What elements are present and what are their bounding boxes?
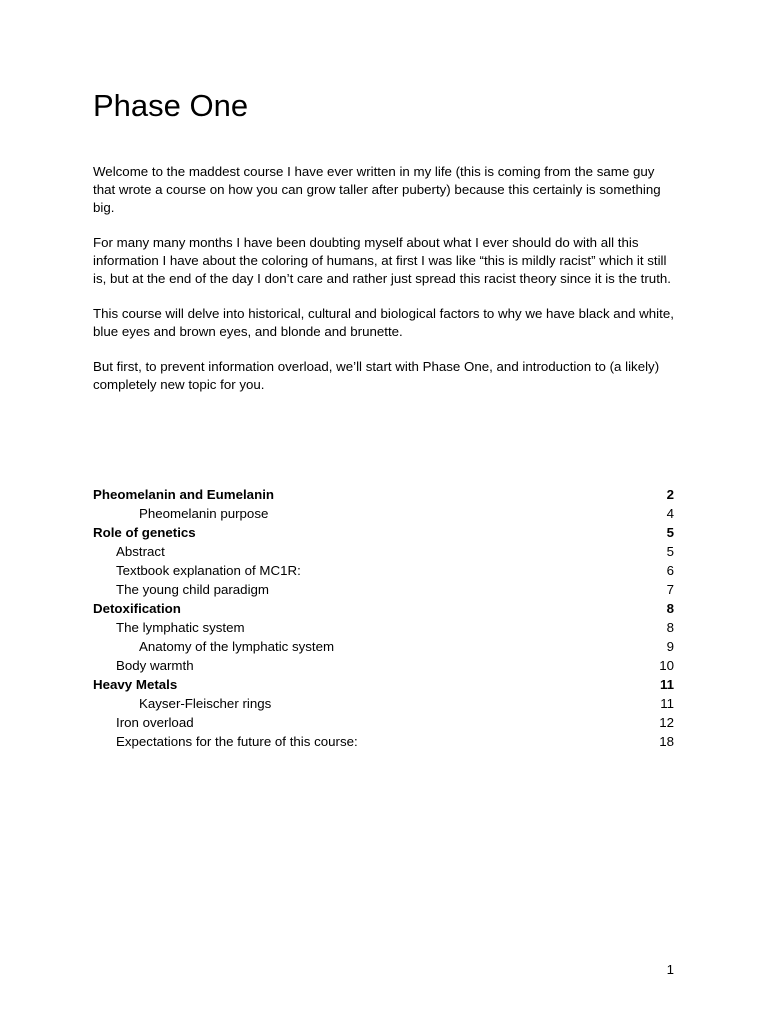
page-number: 1 <box>666 962 674 977</box>
toc-entry[interactable] <box>93 618 674 637</box>
intro-section <box>93 163 674 411</box>
toc-entry-page: 2 <box>666 487 674 502</box>
intro-paragraph: This course will delve into historical, cultural and biological factors to why we have black and white, blue eyes and brown eyes, and blonde and brunette. <box>93 306 674 339</box>
toc-entry-title: Iron overload <box>116 715 194 730</box>
toc-entry[interactable] <box>93 504 674 523</box>
toc-entry[interactable] <box>93 713 674 732</box>
toc-entry[interactable] <box>93 675 674 694</box>
toc-entry-page: 9 <box>666 639 674 654</box>
toc-entry[interactable] <box>93 561 674 580</box>
toc-entry-title: Detoxification <box>93 601 181 616</box>
toc-entry[interactable] <box>93 580 674 599</box>
toc-entry-title: Textbook explanation of MC1R: <box>116 563 301 578</box>
toc-entry[interactable] <box>93 485 674 504</box>
intro-paragraph: For many many months I have been doubting myself about what I ever should do with all this information I have about the coloring of humans, at first I was like “this is mildly racist” which it still is, but at the end of the day I don’t care and rather just spread this racist theory since it is the truth. <box>93 235 671 286</box>
toc-entry-title: Pheomelanin and Eumelanin <box>93 487 275 502</box>
toc-entry-title: Anatomy of the lymphatic system <box>139 639 335 654</box>
document-page <box>93 0 674 1024</box>
toc-entry-title: Role of genetics <box>93 525 196 540</box>
document-title: Phase One <box>93 88 249 123</box>
toc-entry-page: 10 <box>659 658 674 673</box>
toc-entry[interactable] <box>93 637 674 656</box>
toc-entry-page: 12 <box>659 715 674 730</box>
toc-entry-page: 4 <box>666 506 674 521</box>
toc-entry-title: The young child paradigm <box>116 582 270 597</box>
toc-entry[interactable] <box>93 523 674 542</box>
toc-entry-title: Heavy Metals <box>93 677 178 692</box>
toc-entry-title: Body warmth <box>116 658 194 673</box>
toc-entry-page: 5 <box>666 544 674 559</box>
table-of-contents <box>93 485 674 751</box>
toc-entry-page: 7 <box>666 582 674 597</box>
toc-entry[interactable] <box>93 542 674 561</box>
toc-entry[interactable] <box>93 656 674 675</box>
toc-entry-title: Abstract <box>116 544 165 559</box>
intro-paragraph: But first, to prevent information overload, we’ll start with Phase One, and introduction to (a likely) completely new topic for you. <box>93 359 660 392</box>
toc-entry[interactable] <box>93 599 674 618</box>
toc-entry-page: 11 <box>659 677 674 692</box>
toc-entry-page: 18 <box>659 734 674 749</box>
toc-entry-page: 11 <box>660 696 674 711</box>
toc-entry-title: Expectations for the future of this course: <box>116 734 358 749</box>
intro-paragraph: Welcome to the maddest course I have ever written in my life (this is coming from the same guy that wrote a course on how you can grow taller after puberty) because this certainly is something big. <box>93 164 661 215</box>
toc-entry[interactable] <box>93 732 674 751</box>
toc-entry-title: The lymphatic system <box>116 620 245 635</box>
toc-entry-page: 5 <box>666 525 674 540</box>
toc-entry-page: 6 <box>666 563 674 578</box>
toc-entry-page: 8 <box>666 601 674 616</box>
toc-entry[interactable] <box>93 694 674 713</box>
toc-entry-title: Kayser-Fleischer rings <box>139 696 272 711</box>
toc-entry-title: Pheomelanin purpose <box>139 506 269 521</box>
toc-entry-page: 8 <box>666 620 674 635</box>
